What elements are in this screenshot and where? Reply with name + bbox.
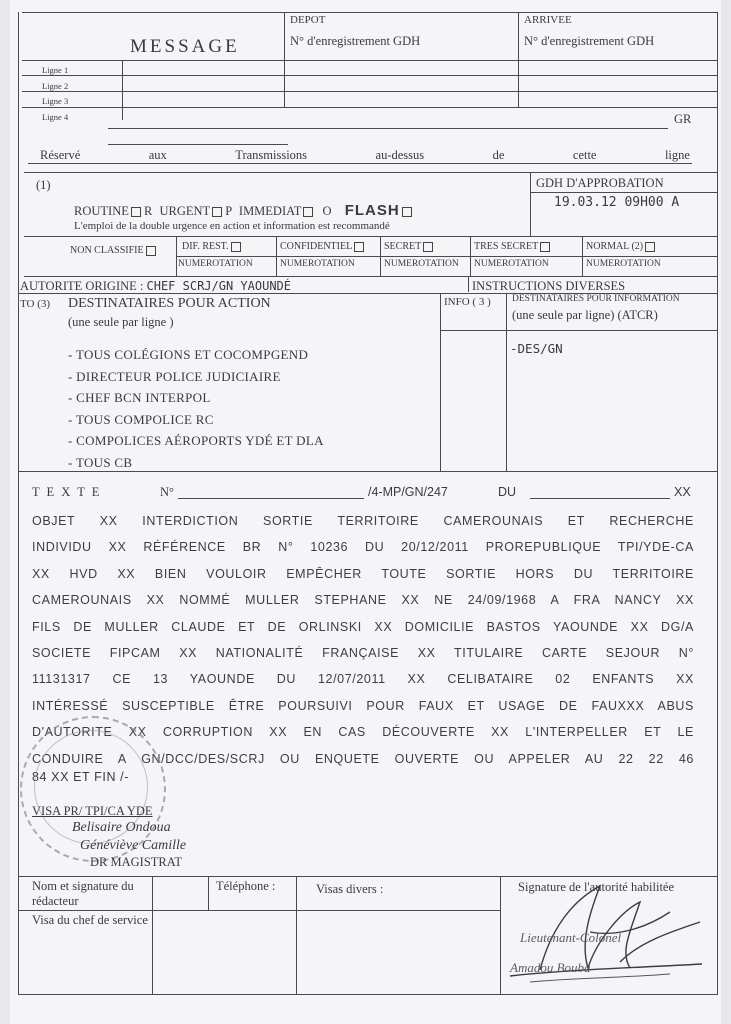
reserve-line	[40, 148, 690, 163]
rule	[22, 107, 717, 108]
rule	[22, 75, 717, 76]
footer-nom: Nom et signature du rédacteur	[32, 879, 134, 908]
rule	[152, 876, 153, 994]
class-checkbox[interactable]	[146, 246, 156, 256]
recipient: - COMPOLICES AÉROPORTS YDÉ ET DLA	[68, 433, 324, 448]
to-title: DESTINATAIRES POUR ACTION	[68, 296, 271, 311]
class-confidentiel	[280, 241, 364, 252]
texte-label: T E X T E	[32, 485, 102, 499]
to-recipients	[68, 344, 324, 473]
footer-signature: Signature de l'autorité habilitée	[518, 880, 675, 894]
arrivee-label: ARRIVEE	[524, 14, 572, 26]
depot-field: N° d'enregistrement GDH	[290, 34, 421, 48]
info-code: INFO ( 3 )	[444, 296, 491, 308]
rule	[530, 498, 670, 499]
priority-urgent: URGENT	[159, 204, 211, 218]
recipient: - CHEF BCN INTERPOL	[68, 390, 211, 405]
to-code: TO (3)	[20, 298, 51, 310]
priority-number: (1)	[36, 178, 51, 192]
rule	[22, 60, 717, 61]
class-numerotation: NUMEROTATION	[384, 259, 459, 269]
rule	[24, 236, 718, 237]
texte-no: N°	[160, 485, 175, 499]
info-note: (une seule par ligne) (ATCR)	[512, 308, 658, 322]
rule	[506, 293, 507, 471]
body-line: 11131317 CE 13 YAOUNDE DU 12/07/2011 XX CELIBATAIRE 02 ENFANTS XX	[32, 672, 694, 687]
recipient: - DIRECTEUR POLICE JUDICIAIRE	[68, 368, 281, 384]
reserve-word: au-dessus	[375, 148, 425, 162]
reserve-word: Transmissions	[235, 148, 308, 162]
recipient: - TOUS COMPOLICE RC	[68, 411, 214, 427]
rule	[468, 276, 469, 292]
priority-immediat: IMMEDIAT	[238, 204, 302, 218]
body-line: XX HVD XX BIEN VOULOIR EMPÊCHER TOUTE SORTIE HORS DU TERRITOIRE	[32, 566, 694, 581]
rule	[530, 172, 531, 236]
rule	[296, 876, 297, 994]
class-numerotation: NUMEROTATION	[474, 259, 549, 269]
class-tres-secret	[474, 241, 550, 252]
priority-o: O	[322, 204, 332, 218]
texte-xx: XX	[674, 485, 691, 499]
instructions-label: INSTRUCTIONS DIVERSES	[472, 279, 626, 293]
visa-title: VISA PR/ TPI/CA YDE	[32, 804, 153, 818]
class-label: SECRET	[384, 241, 422, 252]
reserve-word: ligne	[664, 148, 690, 162]
rule	[176, 256, 718, 257]
class-label: TRES SECRET	[474, 241, 539, 252]
class-label: DIF. REST.	[182, 241, 229, 252]
class-label: NORMAL (2)	[586, 241, 644, 252]
immediat-checkbox[interactable]	[303, 207, 313, 217]
footer-visa-chef: Visa du chef de service	[32, 913, 148, 927]
reserve-word: de	[492, 148, 505, 162]
rule	[18, 910, 500, 911]
rule	[530, 192, 718, 193]
info-recipient: -DES/GN	[510, 341, 563, 356]
class-checkbox[interactable]	[423, 242, 433, 252]
line-label: Ligne 2	[42, 80, 69, 91]
priority-flash: FLASH	[344, 202, 400, 219]
class-checkbox[interactable]	[231, 242, 241, 252]
rule	[440, 330, 718, 331]
rule	[18, 994, 718, 995]
footer-telephone: Téléphone :	[216, 879, 276, 893]
class-numerotation: NUMEROTATION	[178, 259, 253, 269]
body-line: OBJET XX INTERDICTION SORTIE TERRITOIRE CAMEROUNAIS ET RECHERCHE	[32, 514, 694, 528]
body-line: CONDUIRE A GN/DCC/DES/SCRJ OU ENQUETE OUVERTE OU APPELER AU 22 22 46	[32, 751, 694, 766]
rule	[28, 163, 692, 164]
urgent-checkbox[interactable]	[212, 207, 222, 217]
reserve-word: Réservé	[40, 148, 81, 162]
body-line: SOCIETE FIPCAM XX NATIONALITÉ FRANÇAISE XX TITULAIRE CARTE SEJOUR N°	[32, 645, 694, 660]
reserve-word: aux	[148, 148, 167, 162]
rule	[24, 172, 718, 173]
rule	[208, 876, 209, 910]
body-line: INDIVIDU XX RÉFÉRENCE BR N° 10236 DU 20/12/2011 PROREPUBLIQUE TPI/YDE-CA	[32, 540, 694, 555]
rule	[24, 276, 718, 277]
line-label: Ligne 3	[42, 96, 69, 106]
footer-visas: Visas divers :	[316, 882, 384, 896]
gr-label: GR	[674, 112, 692, 126]
line-label: Ligne 4	[42, 111, 69, 122]
rule	[22, 12, 717, 13]
priority-r: R	[143, 204, 153, 218]
visa-name2: Généviève Camille	[80, 838, 187, 853]
arrivee-field: N° d'enregistrement GDH	[524, 34, 655, 48]
reserve-word: cette	[572, 148, 597, 162]
body-last-line: 84 XX ET FIN /-	[32, 770, 129, 784]
class-non-classifie	[70, 245, 156, 256]
class-checkbox[interactable]	[645, 242, 655, 252]
recipient: - TOUS CB	[68, 454, 133, 470]
signature-name2: Amadou Bouba	[510, 960, 591, 975]
priority-routine: ROUTINE	[74, 204, 129, 218]
priority-row	[74, 202, 412, 219]
body-line: D'AUTORITE XX CORRUPTION XX EN CAS DÉCOUVERTE XX L'INTERPELLER ET LE	[32, 725, 694, 740]
message-form	[10, 0, 721, 1024]
line-label: Ligne 1	[42, 65, 69, 75]
priority-note: L'emploi de la double urgence en action et information est recommandé	[74, 220, 390, 232]
recipient: - TOUS COLÉGIONS ET COCOMPGEND	[68, 347, 309, 362]
class-label: CONFIDENTIEL	[280, 241, 353, 252]
origin-label: AUTORITE ORIGINE :	[20, 279, 144, 293]
rule	[178, 498, 364, 499]
texte-ref: /4-MP/GN/247	[368, 485, 448, 499]
body-line: INTÉRESSÉ SUSCEPTIBLE ÊTRE POURSUIVI POUR FAUX ET USAGE DE FAUXXX ABUS	[32, 698, 694, 713]
class-label: NON CLASSIFIE	[70, 245, 144, 256]
signature-name: Lieutenant-Colonel	[520, 930, 622, 945]
rule	[18, 471, 718, 472]
class-dif-rest	[182, 241, 241, 252]
class-numerotation: NUMEROTATION	[586, 259, 661, 269]
gdh-value: 19.03.12 09H00 A	[554, 195, 680, 210]
class-checkbox[interactable]	[354, 242, 364, 252]
rule	[717, 12, 718, 994]
rule	[108, 144, 288, 145]
message-title: MESSAGE	[130, 36, 240, 57]
class-numerotation: NUMEROTATION	[280, 259, 355, 269]
origin-row	[20, 279, 291, 294]
routine-checkbox[interactable]	[131, 207, 141, 217]
body-line: CAMEROUNAIS XX NOMMÉ MULLER STEPHANE XX NE 24/09/1968 A FRA NANCY XX	[32, 593, 694, 608]
texte-du: DU	[498, 485, 517, 499]
to-note: (une seule par ligne )	[68, 315, 174, 329]
rule	[22, 91, 717, 92]
rule	[440, 293, 441, 471]
class-secret	[384, 241, 433, 252]
class-normal	[586, 241, 655, 252]
visa-name1: Belisaire Ondoua	[72, 820, 171, 835]
body-line: FILS DE MULLER CLAUDE ET DE ORLINSKI XX DOMICILIE BASTOS YAOUNDE XX DG/A	[32, 619, 694, 634]
class-checkbox[interactable]	[540, 242, 550, 252]
rule	[122, 60, 123, 120]
line-labels	[42, 63, 68, 125]
rule	[18, 12, 19, 994]
origin-value: CHEF SCRJ/GN YAOUNDÉ	[146, 279, 291, 293]
flash-checkbox[interactable]	[402, 207, 412, 217]
info-title: DESTINATAIRES POUR INFORMATION	[512, 294, 680, 304]
depot-label: DEPOT	[290, 14, 326, 26]
rule	[108, 128, 668, 129]
priority-p: P	[225, 204, 232, 218]
visa-role: DR MAGISTRAT	[90, 855, 183, 869]
gdh-label: GDH D'APPROBATION	[536, 176, 664, 190]
